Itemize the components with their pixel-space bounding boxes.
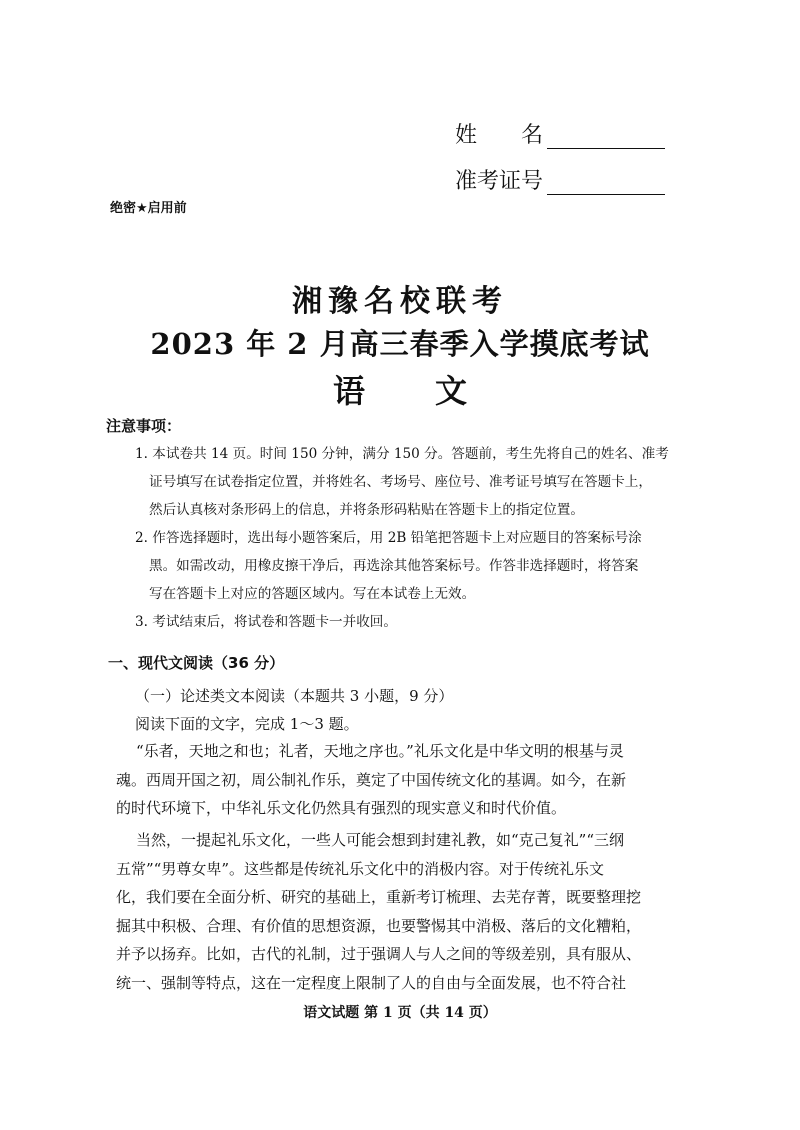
notice-line: 1. 本试卷共 14 页。时间 150 分钟，满分 150 分。答题前，考生先将自己的姓名、准考 — [135, 446, 669, 462]
subject-title — [0, 366, 800, 412]
name-field — [455, 118, 665, 149]
notice-line: 然后认真核对条形码上的信息，并将条形码粘贴在答题卡上的指定位置。 — [149, 502, 584, 518]
paragraph-line: 掘其中积极、合理、有价值的思想资源，也要警惕其中消极、落后的文化糟粕， — [116, 916, 642, 935]
paragraph-line: 统一、强制等特点，这在一定程度上限制了人的自由与全面发展，也不符合社 — [116, 973, 627, 992]
notice-line: 2. 作答选择题时，选出每小题答案后，用 2B 铅笔把答题卡上对应题目的答案标号涂 — [135, 530, 642, 546]
section-subheading: （一）论述类文本阅读（本题共 3 小题，9 分） — [135, 687, 454, 705]
exam-id-blank-line — [547, 170, 665, 195]
exam-title-line1: 湘豫名校联考 — [292, 284, 508, 319]
paragraph-line: 的时代环境下，中华礼乐文化仍然具有强烈的现实意义和时代价值。 — [116, 799, 567, 818]
name-blank-line — [547, 124, 665, 149]
notice-item — [135, 608, 675, 636]
subject-title-char1: 语 — [332, 372, 365, 410]
notice-line: 黑。如需改动，用橡皮擦干净后，再选涂其他答案标号。作答非选择题时，将答案 — [149, 558, 639, 574]
paragraph-line: “乐者，天地之和也；礼者，天地之序也。”礼乐文化是中华文明的根基与灵 — [136, 742, 624, 760]
paragraph-line: 化，我们要在全面分析、研究的基础上，重新考订梳理、去芜存菁，既要整理挖 — [116, 888, 642, 907]
notice-list — [135, 440, 675, 636]
section-instruction: 阅读下面的文字，完成 1～3 题。 — [135, 715, 359, 733]
exam-id-field — [455, 164, 665, 195]
paragraph-line: 魂。西周开国之初，周公制礼作乐，奠定了中国传统文化的基调。如今，在新 — [116, 770, 627, 789]
section-heading: 一、现代文阅读（36 分） — [108, 654, 285, 672]
exam-id-label: 准考证号 — [455, 169, 544, 194]
passage-paragraph-2 — [116, 826, 676, 998]
notice-item — [135, 524, 675, 608]
notice-line: 证号填写在试卷指定位置，并将姓名、考场号、座位号、准考证号填写在答题卡上， — [149, 474, 652, 490]
notice-line: 3. 考试结束后，将试卷和答题卡一并收回。 — [135, 614, 397, 630]
name-label: 姓 名 — [455, 123, 544, 148]
notice-line: 写在答题卡上对应的答题区域内。写在本试卷上无效。 — [149, 586, 476, 602]
exam-title-line2: 2023 年 2 月高三春季入学摸底考试 — [150, 327, 650, 361]
paragraph-line: 五常”“男尊女卑”。这些都是传统礼乐文化中的消极内容。对于传统礼乐文 — [116, 859, 605, 878]
paragraph-line: 并予以扬弃。比如，古代的礼制，过于强调人与人之间的等级差别，具有服从、 — [116, 945, 642, 964]
page-footer: 语文试题 第 1 页（共 14 页） — [303, 1005, 497, 1021]
notice-item — [135, 440, 675, 524]
subject-title-char2: 文 — [435, 372, 468, 410]
paragraph-line: 当然，一提起礼乐文化，一些人可能会想到封建礼教，如“克己复礼”“三纲 — [136, 831, 625, 849]
notice-heading: 注意事项： — [106, 417, 182, 435]
secret-mark: 绝密★启用前 — [110, 201, 187, 216]
passage-paragraph-1 — [116, 737, 676, 823]
